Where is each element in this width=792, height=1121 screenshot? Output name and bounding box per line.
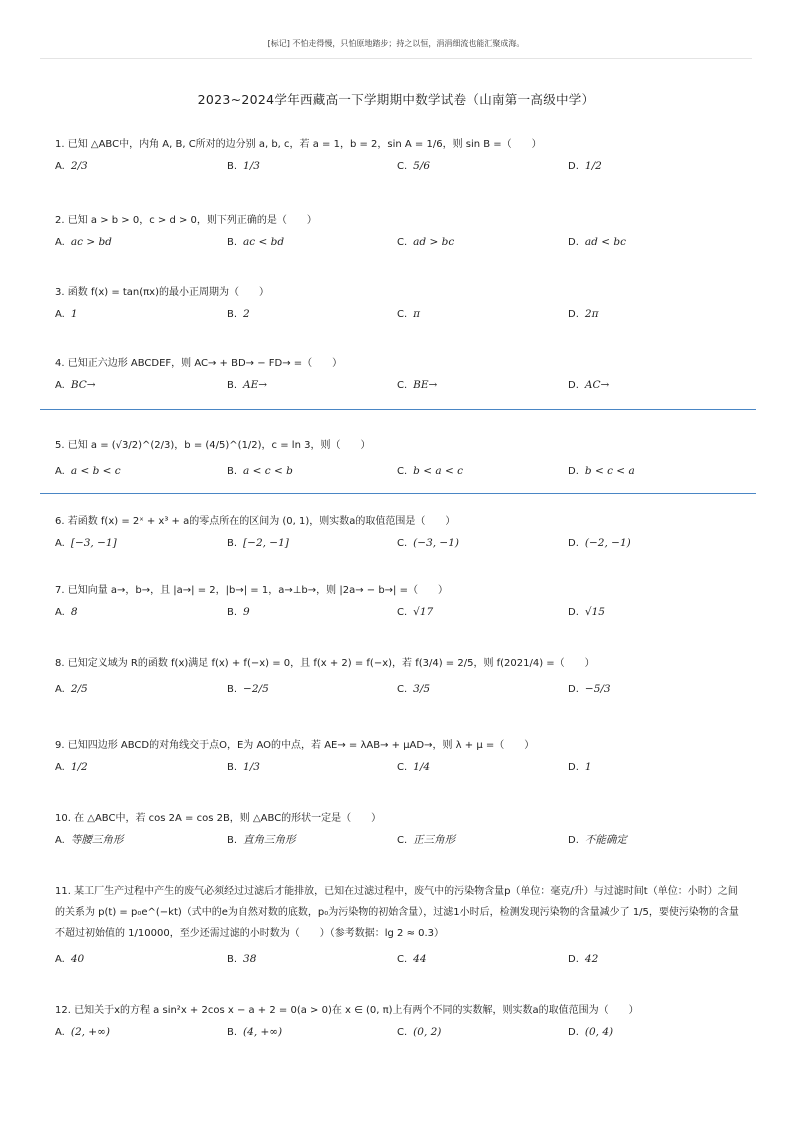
options-row: [55, 464, 745, 482]
option-b[interactable]: [227, 536, 289, 551]
question-stem: 4. 已知正六边形 ABCDEF，则 AC→ + BD→ − FD→ =（ ）: [55, 358, 343, 369]
option-label: B.: [227, 607, 238, 618]
option-label: C.: [397, 684, 408, 695]
option-label: D.: [568, 1027, 579, 1038]
option-b[interactable]: [227, 605, 250, 620]
question-5: [55, 438, 745, 477]
option-text: BE→: [413, 379, 438, 391]
option-c[interactable]: [397, 682, 430, 697]
option-a[interactable]: [55, 307, 78, 322]
option-c[interactable]: [397, 159, 430, 174]
option-d[interactable]: [568, 833, 627, 848]
option-text: 2: [243, 308, 250, 320]
question-stem: 10. 在 △ABC中，若 cos 2A = cos 2B，则 △ABC的形状一定是（ ）: [55, 813, 382, 824]
option-text: (2, +∞): [70, 1026, 110, 1038]
option-text: 2/3: [70, 160, 88, 172]
option-text: a < b < c: [70, 465, 121, 477]
header-divider: [40, 58, 752, 59]
option-c[interactable]: [397, 235, 454, 250]
option-d[interactable]: [568, 1025, 613, 1040]
option-label: C.: [397, 762, 408, 773]
question-stem: 9. 已知四边形 ABCD的对角线交于点O，E为 AO的中点，若 AE→ = λAB→ + μAD→，则 λ + μ =（ ）: [55, 740, 535, 751]
option-label: B.: [227, 309, 238, 320]
option-text: 1/2: [70, 761, 88, 773]
option-text: ac > bd: [70, 236, 112, 248]
option-c[interactable]: [397, 952, 427, 967]
question-stem: 3. 函数 f(x) = tan(πx)的最小正周期为（ ）: [55, 287, 270, 298]
option-d[interactable]: [568, 378, 609, 393]
option-a[interactable]: [55, 159, 88, 174]
options-row: [55, 307, 745, 325]
option-text: a < c < b: [243, 465, 293, 477]
option-text: ad < bc: [584, 236, 626, 248]
question-6: [55, 514, 745, 549]
option-label: D.: [568, 466, 579, 477]
option-label: C.: [397, 466, 408, 477]
option-c[interactable]: [397, 760, 430, 775]
question-stem: 8. 已知定义域为 R的函数 f(x)满足 f(x) + f(−x) = 0，且 f(x + 2) = f(−x)，若 f(3/4) = 2/5，则 f(2021/4) =（ ）: [55, 658, 595, 669]
option-b[interactable]: [227, 159, 260, 174]
option-text: 42: [584, 953, 599, 965]
option-text: (−2, −1): [584, 537, 631, 549]
option-label: C.: [397, 538, 408, 549]
option-label: D.: [568, 954, 579, 965]
option-label: B.: [227, 237, 238, 248]
option-label: B.: [227, 1027, 238, 1038]
option-text: −5/3: [584, 683, 611, 695]
option-text: 38: [243, 953, 257, 965]
option-d[interactable]: [568, 952, 598, 967]
option-label: A.: [55, 684, 65, 695]
options-row: [55, 235, 745, 253]
option-b[interactable]: [227, 378, 267, 393]
question-9: [55, 738, 745, 773]
option-label: C.: [397, 954, 408, 965]
option-label: A.: [55, 466, 65, 477]
option-a[interactable]: [55, 536, 117, 551]
option-label: A.: [55, 607, 65, 618]
options-row: [55, 378, 745, 396]
question-1: [55, 137, 745, 172]
option-text: 直角三角形: [243, 834, 296, 846]
option-label: B.: [227, 954, 238, 965]
option-a[interactable]: [55, 682, 88, 697]
option-label: B.: [227, 538, 238, 549]
question-stem: 6. 若函数 f(x) = 2ˣ + x³ + a的零点所在的区间为 (0, 1)，则实数a的取值范围是（ ）: [55, 516, 456, 527]
option-text: 1/4: [413, 761, 431, 773]
option-label: A.: [55, 237, 65, 248]
option-label: C.: [397, 161, 408, 172]
option-label: D.: [568, 607, 579, 618]
option-label: A.: [55, 762, 65, 773]
motto-banner: [标记] 不怕走得慢，只怕原地踏步；持之以恒，涓涓细流也能汇聚成海。: [267, 39, 525, 48]
option-text: 2π: [584, 308, 599, 320]
option-text: −2/5: [243, 683, 269, 695]
option-text: 正三角形: [413, 834, 456, 846]
question-4: [55, 356, 745, 391]
option-label: C.: [397, 1027, 408, 1038]
option-text: b < c < a: [584, 465, 635, 477]
options-row: [55, 1025, 745, 1043]
option-a[interactable]: [55, 605, 78, 620]
option-text: 1/3: [243, 761, 260, 773]
option-label: D.: [568, 237, 579, 248]
option-d[interactable]: [568, 682, 611, 697]
option-d[interactable]: [568, 536, 631, 551]
option-b[interactable]: [227, 464, 293, 479]
question-8: [55, 656, 745, 695]
option-d[interactable]: [568, 159, 602, 174]
question-stem: 12. 已知关于x的方程 a sin²x + 2cos x − a + 2 = 0(a > 0)在 x ∈ (0, π)上有两个不同的实数解，则实数a的取值范围为（ ）: [55, 1005, 639, 1016]
option-text: π: [413, 308, 421, 320]
option-label: A.: [55, 161, 65, 172]
option-label: C.: [397, 607, 408, 618]
option-text: AE→: [243, 379, 268, 391]
option-label: D.: [568, 161, 579, 172]
option-text: ac < bd: [243, 236, 285, 248]
options-row: [55, 833, 745, 851]
question-stem: 2. 已知 a > b > 0，c > d > 0，则下列正确的是（ ）: [55, 215, 317, 226]
exam-title: 2023~2024学年西藏高一下学期期中数学试卷（山南第一高级中学）: [197, 92, 595, 107]
option-text: AC→: [584, 379, 610, 391]
option-d[interactable]: [568, 605, 605, 620]
option-text: 不能确定: [584, 834, 627, 846]
option-text: (0, 4): [584, 1026, 614, 1038]
question-11: [55, 881, 745, 965]
question-stem: 1. 已知 △ABC中，内角 A, B, C所对的边分别 a, b, c，若 a = 1，b = 2，sin A = 1/6，则 sin B =（ ）: [55, 139, 542, 150]
option-label: C.: [397, 380, 408, 391]
options-row: [55, 682, 745, 700]
page-divider-1: [40, 409, 756, 410]
option-text: BC→: [70, 379, 96, 391]
option-text: (−3, −1): [413, 537, 459, 549]
option-text: 40: [70, 953, 85, 965]
option-label: D.: [568, 309, 579, 320]
option-label: C.: [397, 309, 408, 320]
option-text: √15: [584, 606, 605, 618]
option-text: 1: [70, 308, 78, 320]
option-a[interactable]: [55, 235, 112, 250]
option-b[interactable]: [227, 833, 296, 848]
option-b[interactable]: [227, 1025, 282, 1040]
option-text: 1/3: [243, 160, 260, 172]
option-c[interactable]: [397, 536, 459, 551]
option-a[interactable]: [55, 952, 84, 967]
option-c[interactable]: [397, 464, 463, 479]
option-text: √17: [413, 606, 434, 618]
option-label: B.: [227, 835, 238, 846]
option-c[interactable]: [397, 1025, 441, 1040]
question-10: [55, 811, 745, 846]
option-label: B.: [227, 161, 238, 172]
option-text: 3/5: [413, 683, 431, 695]
option-label: D.: [568, 538, 579, 549]
page-divider-2: [40, 493, 756, 494]
option-a[interactable]: [55, 464, 121, 479]
option-a[interactable]: [55, 1025, 110, 1040]
option-a[interactable]: [55, 833, 123, 848]
question-7: [55, 583, 745, 618]
option-label: A.: [55, 538, 65, 549]
option-text: 2/5: [70, 683, 88, 695]
option-label: A.: [55, 1027, 65, 1038]
option-label: D.: [568, 762, 579, 773]
option-text: (0, 2): [413, 1026, 442, 1038]
question-12: [55, 1003, 745, 1038]
option-text: 等腰三角形: [70, 834, 124, 846]
options-row: [55, 605, 745, 623]
option-text: 44: [413, 953, 427, 965]
option-label: B.: [227, 466, 238, 477]
option-c[interactable]: [397, 833, 455, 848]
option-c[interactable]: [397, 605, 433, 620]
option-a[interactable]: [55, 760, 88, 775]
option-text: 5/6: [413, 160, 431, 172]
option-label: A.: [55, 954, 65, 965]
option-b[interactable]: [227, 682, 269, 697]
option-text: 1/2: [584, 160, 602, 172]
option-label: D.: [568, 835, 579, 846]
option-c[interactable]: [397, 307, 420, 322]
question-stem: 7. 已知向量 a→，b→，且 |a→| = 2，|b→| = 1，a→⊥b→，则 |2a→ − b→| =（ ）: [55, 585, 448, 596]
question-2: [55, 213, 745, 248]
option-label: C.: [397, 835, 408, 846]
option-b[interactable]: [227, 307, 250, 322]
option-label: D.: [568, 380, 579, 391]
option-label: B.: [227, 762, 238, 773]
option-text: (4, +∞): [243, 1026, 283, 1038]
options-row: [55, 536, 745, 554]
option-text: 8: [70, 606, 78, 618]
option-b[interactable]: [227, 235, 284, 250]
option-label: B.: [227, 380, 238, 391]
question-stem: 11. 某工厂生产过程中产生的废气必须经过过滤后才能排放，已知在过滤过程中，废气中的污染物含量p（单位：毫克/升）与过滤时间t（单位：小时）之间的关系为 p(t) = p₀e^(−kt)（式中的e为自然对数的底数，p₀为污染物的初始含量），过滤1小时后，检测发现污染物的含量减少了 1/5，要使污染物的含量不超过初始值的 1/10000，至少还需过滤的小时数为（ ）（参考数据：lg 2 ≈ 0.3）: [55, 886, 739, 939]
options-row: [55, 159, 745, 177]
option-b[interactable]: [227, 952, 256, 967]
option-text: 1: [584, 761, 592, 773]
options-row: [55, 760, 745, 778]
option-label: D.: [568, 684, 579, 695]
options-row: [55, 952, 745, 970]
option-label: A.: [55, 309, 65, 320]
option-d[interactable]: [568, 235, 626, 250]
question-stem: 5. 已知 a = (√3/2)^(2/3)，b = (4/5)^(1/2)，c = ln 3，则（ ）: [55, 440, 371, 451]
option-d[interactable]: [568, 307, 598, 322]
option-d[interactable]: [568, 760, 592, 775]
option-label: A.: [55, 380, 65, 391]
option-text: [−2, −1]: [243, 537, 289, 549]
option-d[interactable]: [568, 464, 635, 479]
question-3: [55, 285, 745, 320]
option-c[interactable]: [397, 378, 437, 393]
option-b[interactable]: [227, 760, 260, 775]
option-text: b < a < c: [413, 465, 463, 477]
option-a[interactable]: [55, 378, 96, 393]
option-text: ad > bc: [413, 236, 455, 248]
option-text: [−3, −1]: [70, 537, 117, 549]
option-label: C.: [397, 237, 408, 248]
option-label: A.: [55, 835, 65, 846]
option-label: B.: [227, 684, 238, 695]
option-text: 9: [243, 606, 250, 618]
